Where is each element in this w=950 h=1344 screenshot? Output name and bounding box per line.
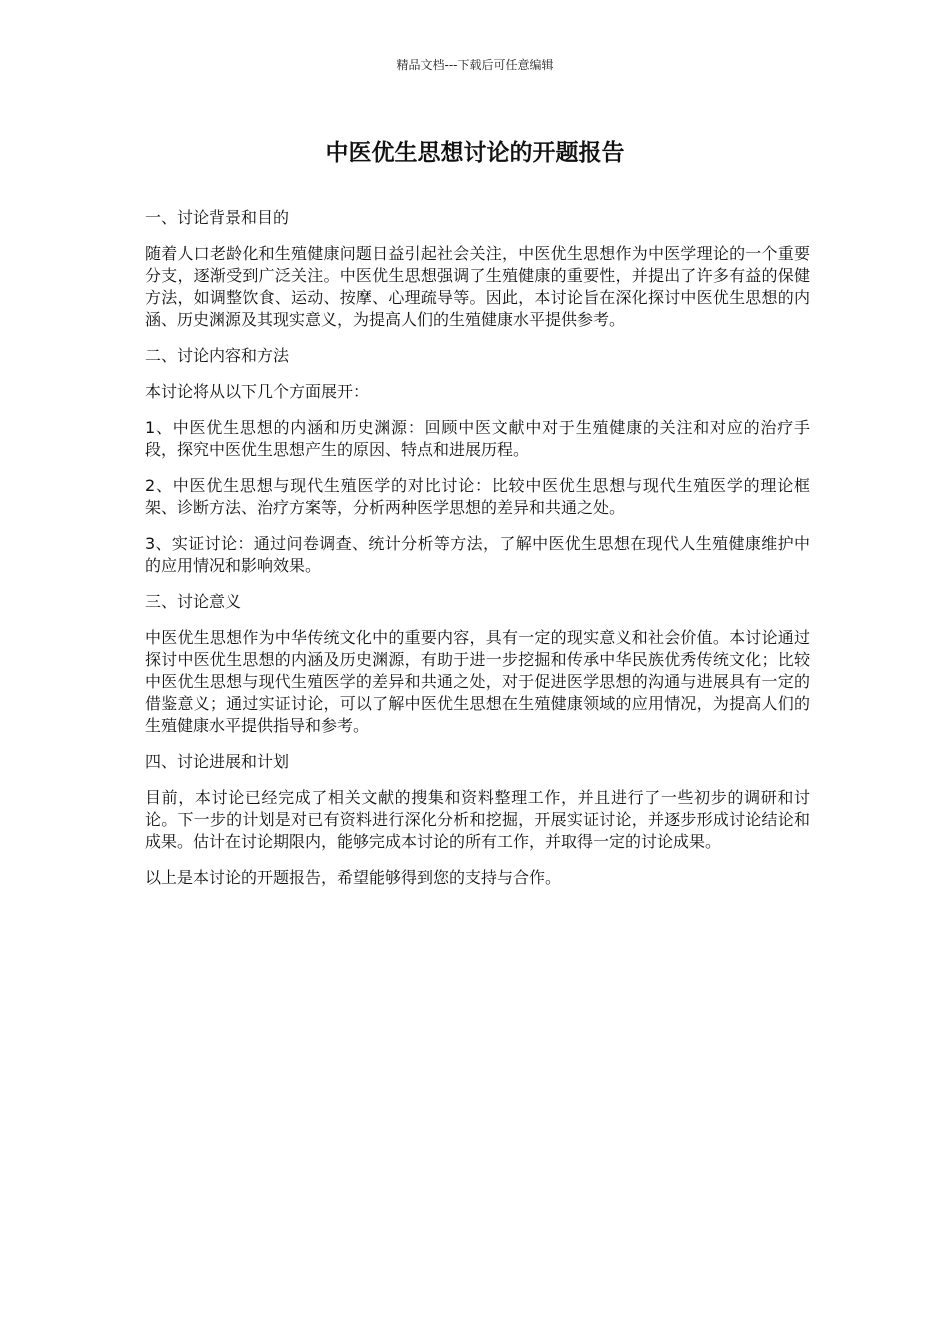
paragraph-content-item-2: 2、中医优生思想与现代生殖医学的对比讨论：比较中医优生思想与现代生殖医学的理论框架、诊断方法、治疗方案等，分析两种医学思想的差异和共通之处。 bbox=[145, 476, 810, 517]
section-heading-significance: 三、讨论意义 bbox=[145, 592, 242, 611]
page-header: 精品文档---下载后可任意编辑 bbox=[396, 58, 554, 72]
paragraph-background: 随着人口老龄化和生殖健康问题日益引起社会关注，中医优生思想作为中医学理论的一个重要分支，逐渐受到广泛关注。中医优生思想强调了生殖健康的重要性，并提出了许多有益的保健方法，如调整饮食、运动、按摩、心理疏导等。因此，本讨论旨在深化探讨中医优生思想的内涵、历史渊源及其现实意义，为提高人们的生殖健康水平提供参考。 bbox=[145, 244, 810, 329]
document-body bbox=[145, 207, 810, 903]
paragraph-content-item-1: 1、中医优生思想的内涵和历史渊源：回顾中医文献中对于生殖健康的关注和对应的治疗手段，探究中医优生思想产生的原因、特点和进展历程。 bbox=[145, 418, 810, 459]
section-heading-background: 一、讨论背景和目的 bbox=[145, 208, 290, 227]
paragraph-closing: 以上是本讨论的开题报告，希望能够得到您的支持与合作。 bbox=[145, 868, 562, 887]
paragraph-significance: 中医优生思想作为中华传统文化中的重要内容，具有一定的现实意义和社会价值。本讨论通过探讨中医优生思想的内涵及历史渊源，有助于进一步挖掘和传承中华民族优秀传统文化；比较中医优生思想与现代生殖医学的差异和共通之处，对于促进医学思想的沟通与进展具有一定的借鉴意义；通过实证讨论，可以了解中医优生思想在生殖健康领域的应用情况，为提高人们的生殖健康水平提供指导和参考。 bbox=[145, 628, 810, 735]
section-heading-content-methods: 二、讨论内容和方法 bbox=[145, 346, 290, 365]
paragraph-content-item-3: 3、实证讨论：通过问卷调查、统计分析等方法，了解中医优生思想在现代人生殖健康维护中的应用情况和影响效果。 bbox=[145, 534, 810, 575]
document-title: 中医优生思想讨论的开题报告 bbox=[325, 140, 625, 166]
section-heading-progress-plan: 四、讨论进展和计划 bbox=[145, 752, 290, 771]
paragraph-content-intro: 本讨论将从以下几个方面展开： bbox=[145, 382, 370, 401]
paragraph-progress-plan: 目前，本讨论已经完成了相关文献的搜集和资料整理工作，并且进行了一些初步的调研和讨论。下一步的计划是对已有资料进行深化分析和挖掘，开展实证讨论，并逐步形成讨论结论和成果。估计在讨论期限内，能够完成本讨论的所有工作，并取得一定的讨论成果。 bbox=[145, 788, 810, 851]
